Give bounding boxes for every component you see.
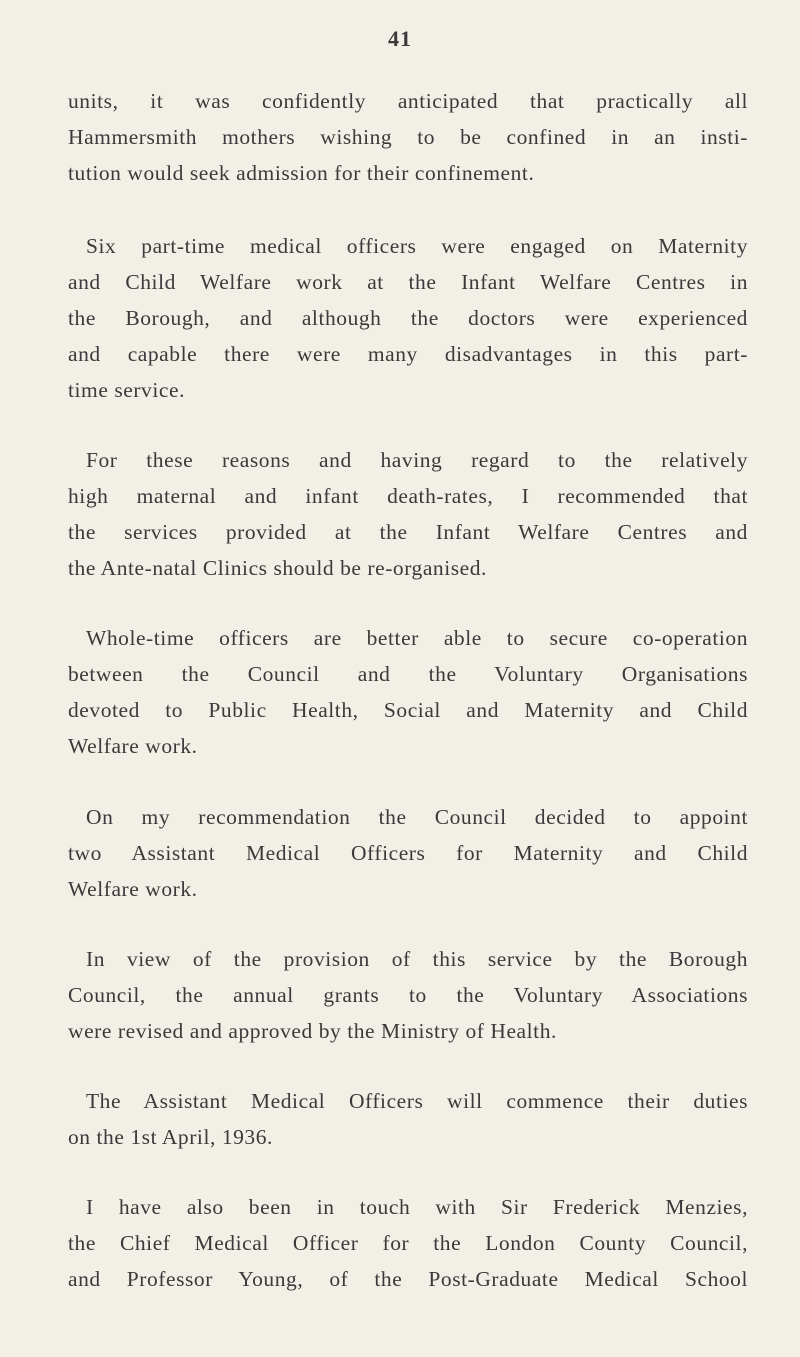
text-line: Whole-time officers are better able to secure co-operation [86,626,748,650]
text-line: between the Council and the Voluntary Organisations [68,662,748,686]
text-line: Welfare work. [68,734,198,758]
text-line: were revised and approved by the Ministry of Health. [68,1019,557,1043]
text-line: In view of the provision of this service by the Borough [86,947,748,971]
page-number: 41 [388,26,412,51]
text-line: and Professor Young, of the Post-Graduate Medical School [68,1267,748,1291]
text-line: and Child Welfare work at the Infant Welfare Centres in [68,270,748,294]
text-line: on the 1st April, 1936. [68,1125,273,1149]
paragraph-1 [68,83,748,191]
paragraph-7 [68,1083,748,1155]
text-line: The Assistant Medical Officers will commence their duties [86,1089,748,1113]
text-line: On my recommendation the Council decided to appoint [86,805,748,829]
text-line: the Borough, and although the doctors were experienced [68,306,748,330]
text-line: and capable there were many disadvantages in this part- [68,342,748,366]
text-line: tution would seek admission for their confinement. [68,161,535,185]
text-line: the services provided at the Infant Welfare Centres and [68,520,748,544]
text-line: Six part-time medical officers were engaged on Maternity [86,234,748,258]
paragraph-8 [68,1189,748,1297]
text-line: devoted to Public Health, Social and Maternity and Child [68,698,748,722]
text-line: I have also been in touch with Sir Frederick Menzies, [86,1195,748,1219]
paragraph-2 [68,228,748,408]
text-line: time service. [68,378,185,402]
text-line: units, it was confidently anticipated that practically all [68,89,748,113]
paragraph-6 [68,941,748,1049]
text-line: the Chief Medical Officer for the London County Council, [68,1231,748,1255]
text-line: Hammersmith mothers wishing to be confined in an insti- [68,125,748,149]
text-line: two Assistant Medical Officers for Maternity and Child [68,841,748,865]
text-line: For these reasons and having regard to the relatively [86,448,748,472]
paragraph-4 [68,620,748,764]
text-line: high maternal and infant death-rates, I recommended that [68,484,748,508]
text-line: Welfare work. [68,877,198,901]
paragraph-3 [68,442,748,586]
text-line: Council, the annual grants to the Voluntary Associations [68,983,748,1007]
text-line: the Ante-natal Clinics should be re-organised. [68,556,487,580]
paragraph-5 [68,799,748,907]
